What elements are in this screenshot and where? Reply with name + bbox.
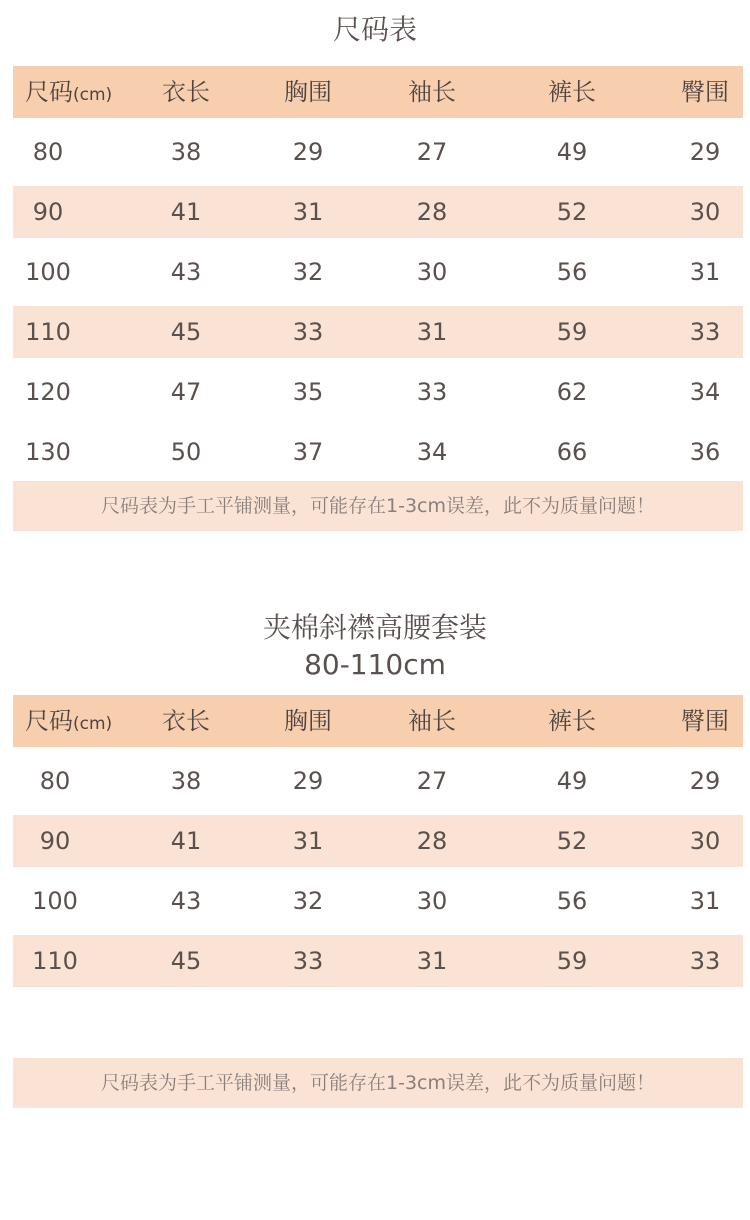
cell-length: 50	[170, 438, 202, 466]
measurement-note: 尺码表为手工平铺测量，可能存在1-3cm误差，此不为质量问题！	[13, 1058, 743, 1108]
header-sleeve: 袖长	[408, 707, 456, 735]
cell-pants-length: 66	[556, 438, 588, 466]
cell-pants-length: 56	[556, 887, 588, 915]
cell-length: 43	[170, 887, 202, 915]
cell-hip: 34	[689, 378, 721, 406]
table-row	[13, 126, 743, 178]
cell-pants-length: 52	[556, 198, 588, 226]
cell-sleeve: 33	[416, 378, 448, 406]
table-row	[13, 366, 743, 418]
cell-pants-length: 49	[556, 138, 588, 166]
table-row	[13, 306, 743, 358]
cell-size: 110	[32, 947, 78, 975]
header-chest: 胸围	[284, 78, 332, 106]
header-size: 尺码(cm)	[25, 78, 113, 106]
cell-length: 41	[170, 198, 202, 226]
table-row	[13, 426, 743, 478]
set-title: 夹棉斜襟高腰套装	[262, 611, 487, 644]
cell-chest: 33	[292, 318, 324, 346]
cell-length: 45	[170, 947, 202, 975]
table-row	[13, 246, 743, 298]
size-table-1	[13, 66, 743, 486]
cell-pants-length: 59	[556, 318, 588, 346]
cell-chest: 31	[292, 198, 324, 226]
cell-size: 120	[25, 378, 71, 406]
cell-length: 41	[170, 827, 202, 855]
table-row	[13, 935, 743, 987]
cell-chest: 32	[292, 258, 324, 286]
table-header-row	[13, 66, 743, 118]
cell-size: 80	[39, 767, 71, 795]
cell-sleeve: 30	[416, 887, 448, 915]
cell-length: 47	[170, 378, 202, 406]
cell-hip: 31	[689, 258, 721, 286]
size-table-2	[13, 695, 743, 995]
cell-chest: 37	[292, 438, 324, 466]
cell-size: 90	[32, 198, 64, 226]
header-length: 衣长	[162, 707, 210, 735]
header-hip: 臀围	[681, 707, 729, 735]
cell-chest: 35	[292, 378, 324, 406]
header-hip: 臀围	[681, 78, 729, 106]
cell-size: 90	[39, 827, 71, 855]
table-row	[13, 755, 743, 807]
cell-sleeve: 31	[416, 318, 448, 346]
cell-size: 80	[32, 138, 64, 166]
cell-chest: 31	[292, 827, 324, 855]
cell-hip: 29	[689, 138, 721, 166]
cell-sleeve: 30	[416, 258, 448, 286]
cell-pants-length: 49	[556, 767, 588, 795]
size-chart-title: 尺码表	[332, 13, 417, 46]
cell-size: 100	[32, 887, 78, 915]
set-size-range: 80-110cm	[304, 648, 446, 681]
cell-pants-length: 59	[556, 947, 588, 975]
table-row	[13, 875, 743, 927]
cell-hip: 33	[689, 318, 721, 346]
cell-hip: 30	[689, 198, 721, 226]
cell-hip: 36	[689, 438, 721, 466]
cell-sleeve: 34	[416, 438, 448, 466]
cell-hip: 33	[689, 947, 721, 975]
cell-pants-length: 56	[556, 258, 588, 286]
cell-hip: 30	[689, 827, 721, 855]
cell-pants-length: 52	[556, 827, 588, 855]
table-row	[13, 186, 743, 238]
cell-size: 100	[25, 258, 71, 286]
cell-pants-length: 62	[556, 378, 588, 406]
header-pants-length: 裤长	[548, 78, 596, 106]
cell-chest: 29	[292, 767, 324, 795]
measurement-note: 尺码表为手工平铺测量，可能存在1-3cm误差，此不为质量问题！	[13, 481, 743, 531]
cell-sleeve: 28	[416, 827, 448, 855]
header-pants-length: 裤长	[548, 707, 596, 735]
header-chest: 胸围	[284, 707, 332, 735]
cell-sleeve: 27	[416, 138, 448, 166]
cell-length: 38	[170, 767, 202, 795]
cell-sleeve: 31	[416, 947, 448, 975]
cell-chest: 32	[292, 887, 324, 915]
cell-chest: 29	[292, 138, 324, 166]
cell-hip: 29	[689, 767, 721, 795]
header-size: 尺码(cm)	[25, 707, 113, 735]
header-length: 衣长	[162, 78, 210, 106]
cell-sleeve: 27	[416, 767, 448, 795]
cell-length: 38	[170, 138, 202, 166]
cell-sleeve: 28	[416, 198, 448, 226]
cell-chest: 33	[292, 947, 324, 975]
cell-length: 45	[170, 318, 202, 346]
header-sleeve: 袖长	[408, 78, 456, 106]
cell-size: 130	[25, 438, 71, 466]
table-row	[13, 815, 743, 867]
cell-size: 110	[25, 318, 71, 346]
cell-hip: 31	[689, 887, 721, 915]
table-header-row	[13, 695, 743, 747]
cell-length: 43	[170, 258, 202, 286]
